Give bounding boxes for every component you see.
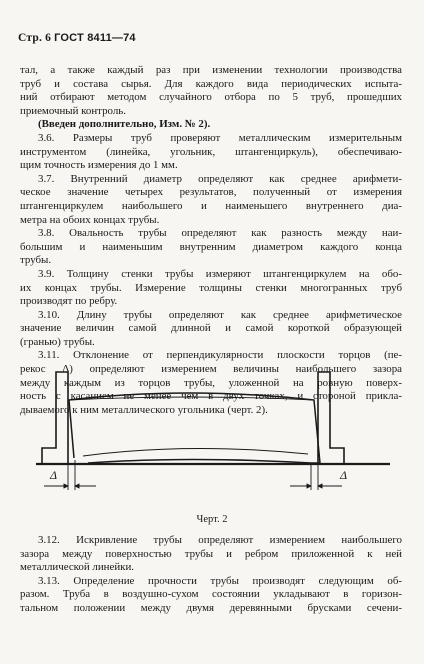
clause-3-6 xyxy=(20,132,402,173)
text-line: 3.9. Толщину стенки трубы измеряют штангенциркулем на обо- xyxy=(38,267,402,280)
text-line: трубы. xyxy=(20,254,52,267)
left-square xyxy=(42,372,68,463)
top-paragraph xyxy=(20,64,402,132)
text-line: 3.7. Внутренний диаметр определяют как среднее арифмети- xyxy=(38,172,402,185)
clause-3-9 xyxy=(20,268,402,309)
text-line: зазора между поверхностью трубы и ребром приложенной к ней xyxy=(20,547,402,560)
standard-number: ГОСТ 8411—74 xyxy=(54,32,136,44)
pipe-outline xyxy=(69,393,320,463)
text-line: производят по ребру. xyxy=(20,295,118,308)
clause-3-7 xyxy=(20,173,402,227)
figure-perpendicularity-drawing xyxy=(28,364,400,500)
text-line: ческое значение четырех результатов, полученный от измерения xyxy=(20,186,402,199)
text-line: их концах трубы. Измерение толщины стенки многогранных труб xyxy=(20,281,402,294)
text-line: 3.12. Искривление трубы определяют измерением наибольшего xyxy=(38,534,402,546)
clause-3-12 xyxy=(20,534,402,575)
text-line: тал, а также каждый раз при изменении технологии производства xyxy=(20,64,402,76)
clause-3-13 xyxy=(20,575,402,616)
text-line: значение величин самой длинной и самой короткой образующей xyxy=(20,322,402,335)
text-line: штангенциркулем наибольшего и наименьшего внутреннего диа- xyxy=(20,199,402,212)
text-line: 3.8. Овальность трубы определяют как разность между наи- xyxy=(38,227,402,240)
text-line: 3.11. Отклонение от перпендикулярности плоскости торцов (пе- xyxy=(38,349,402,362)
text-line: ность с касанием не менее чем в двух точках, и стороной прикла- xyxy=(20,390,402,403)
text-line: большим и наименьшим внутренним диаметром каждого конца xyxy=(20,240,402,253)
delta-right-label: Δ xyxy=(340,468,348,482)
text-line: 3.6. Размеры труб проверяют металлическим измерительным xyxy=(38,131,402,144)
text-line: металлической линейки. xyxy=(20,561,134,574)
text-line: рекос Δ) определяют измерением величины наибольшего зазора xyxy=(20,363,402,376)
text-line: тальном положении между двумя деревянными брусками сечени- xyxy=(20,601,402,614)
text-line: (гранью) трубы. xyxy=(20,335,95,348)
clause-3-10 xyxy=(20,309,402,350)
text-line: инструментом (линейка, угольник, штангенциркуль), обеспечиваю- xyxy=(20,145,402,158)
text-line: метра на обоих концах трубы. xyxy=(20,213,160,226)
delta-left-label: Δ xyxy=(50,468,58,482)
page-header xyxy=(18,32,136,44)
clause-3-8 xyxy=(20,227,402,268)
text-line: между каждым из торцов трубы, уложенной на ровную поверх- xyxy=(20,376,402,389)
text-line: 3.13. Определение прочности трубы производят следующим об- xyxy=(38,574,402,587)
text-line: приемочный контроль. xyxy=(20,104,126,117)
text-line: ний отбирают методом случайного отбора по 5 труб, прошедших xyxy=(20,91,402,104)
text-line: щим точность измерения до 1 мм. xyxy=(20,159,178,172)
lower-text xyxy=(20,534,402,616)
page-number: Стр. 6 xyxy=(18,32,52,44)
figure-caption: Черт. 2 xyxy=(196,514,228,525)
right-square xyxy=(318,372,344,463)
text-line: разом. Труба в воздушно-сухом состоянии укладывают в горизон- xyxy=(20,588,402,601)
text-line: дываемого к ним металлического угольника (черт. 2). xyxy=(20,403,268,416)
text-line: труб и состава сырья. Для каждого вида периодических испыта- xyxy=(20,77,402,90)
text-line: 3.10. Длину трубы определяют как среднее арифметическое xyxy=(38,308,402,321)
amendment-note: (Введен дополнительно, Изм. № 2). xyxy=(38,118,211,131)
